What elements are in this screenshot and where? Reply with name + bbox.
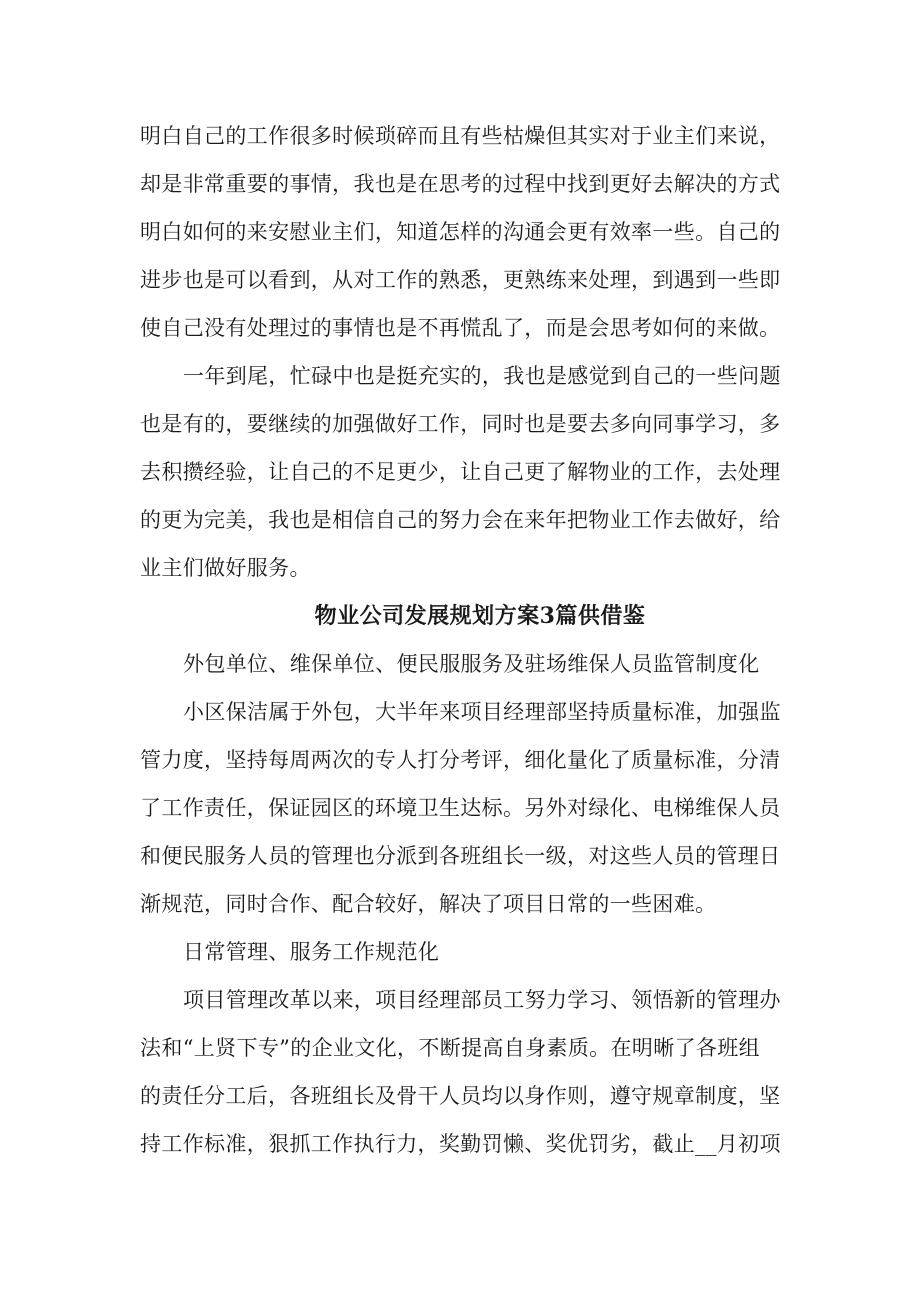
text-line: 的责任分工后，各班组长及骨干人员均以身作则，遵守规章制度，坚 bbox=[140, 1084, 781, 1108]
text-line: 进步也是可以看到，从对工作的熟悉，更熟练来处理，到遇到一些即 bbox=[140, 268, 781, 292]
text-line: 的更为完美，我也是相信自己的努力会在来年把物业工作去做好，给 bbox=[140, 508, 781, 532]
text-line: 也是有的，要继续的加强做好工作，同时也是要去多向同事学习，多 bbox=[140, 412, 781, 436]
text-line: 却是非常重要的事情，我也是在思考的过程中找到更好去解决的方式 bbox=[140, 172, 781, 196]
text-line: 使自己没有处理过的事情也是不再慌乱了，而是会思考如何的来做。 bbox=[140, 316, 781, 340]
subheading: 日常管理、服务工作规范化 bbox=[183, 940, 440, 964]
text-line: 持工作标准，狠抓工作执行力，奖勤罚懒、奖优罚劣，截止__月初项 bbox=[140, 1132, 781, 1156]
text-line: 和便民服务人员的管理也分派到各班组长一级，对这些人员的管理日 bbox=[140, 844, 781, 868]
text-line: 项目管理改革以来，项目经理部员工努力学习、领悟新的管理办 bbox=[183, 988, 781, 1012]
document-page bbox=[140, 112, 800, 1168]
text-line: 了工作责任，保证园区的环境卫生达标。另外对绿化、电梯维保人员 bbox=[140, 796, 781, 820]
text-line: 明白自己的工作很多时候琐碎而且有些枯燥但其实对于业主们来说， bbox=[140, 124, 781, 148]
subheading: 外包单位、维保单位、便民服服务及驻场维保人员监管制度化 bbox=[183, 652, 760, 676]
text-line: 明白如何的来安慰业主们，知道怎样的沟通会更有效率一些。自己的 bbox=[140, 220, 781, 244]
text-line: 业主们做好服务。 bbox=[140, 556, 311, 580]
text-line: 小区保洁属于外包，大半年来项目经理部坚持质量标准，加强监 bbox=[183, 700, 781, 724]
section-heading: 物业公司发展规划方案3篇供借鉴 bbox=[314, 603, 646, 629]
text-line: 一年到尾，忙碌中也是挺充实的，我也是感觉到自己的一些问题 bbox=[183, 364, 781, 388]
text-line: 渐规范，同时合作、配合较好，解决了项目日常的一些困难。 bbox=[140, 892, 717, 916]
text-line: 去积攒经验，让自己的不足更少，让自己更了解物业的工作，去处理 bbox=[140, 460, 781, 484]
text-line: 法和“上贤下专”的企业文化，不断提高自身素质。在明晰了各班组 bbox=[140, 1036, 760, 1060]
text-line: 管力度，坚持每周两次的专人打分考评，细化量化了质量标准，分清 bbox=[140, 748, 781, 772]
